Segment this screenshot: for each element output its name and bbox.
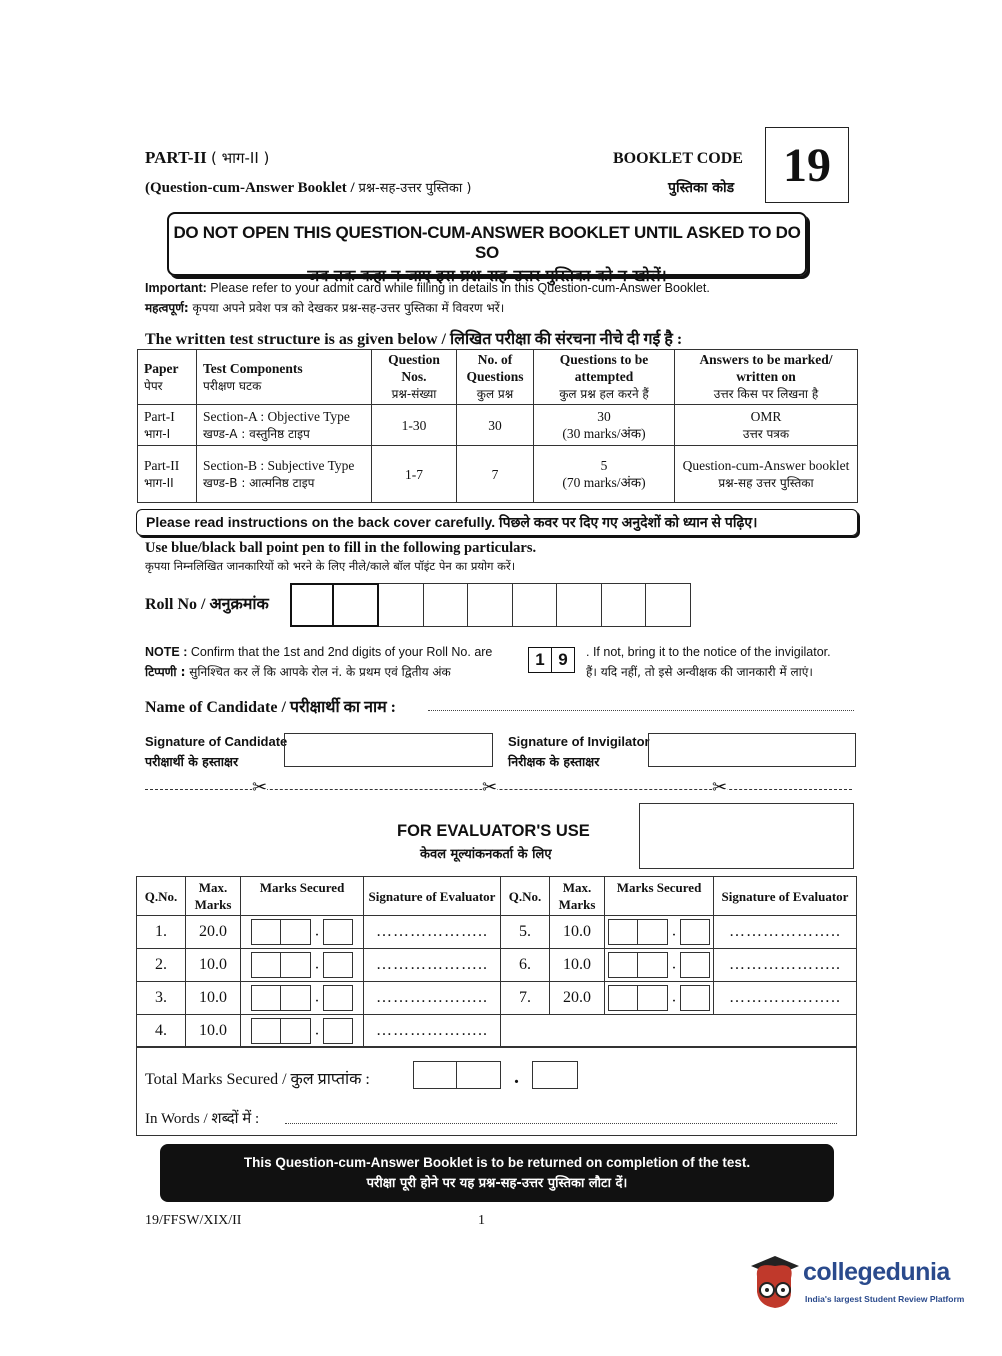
roll-no-label: Roll No / अनुक्रमांक: [145, 596, 269, 613]
mascot-icon: [745, 1252, 803, 1312]
candidate-name-field[interactable]: [428, 710, 854, 711]
collegedunia-logo: [745, 1252, 970, 1312]
scissors-icon: ✂: [482, 777, 498, 797]
pen-note-english: Use blue/black ball point pen to fill in the following particulars.: [145, 540, 537, 556]
roll-digit-box[interactable]: [557, 583, 602, 627]
roll-digit-box[interactable]: [379, 583, 424, 627]
marks-secured-boxes[interactable]: .: [605, 916, 714, 949]
booklet-code-label: BOOKLET CODE: [613, 150, 743, 167]
booklet-title: (Question-cum-Answer Booklet / प्रश्न-सह-उत्तर पुस्तिका ): [145, 180, 472, 196]
note-english-end: . If not, bring it to the notice of the invigilator.: [586, 645, 831, 659]
total-marks-box: [136, 1046, 857, 1136]
marks-secured-boxes[interactable]: .: [241, 982, 364, 1015]
sig-candidate-label: Signature of Candidate परीक्षार्थी के हस्ताक्षर: [145, 734, 288, 769]
return-banner: This Question-cum-Answer Booklet is to be returned on completion of the test. परीक्षा पूरी होने पर यह प्रश्न-सह-उत्तर पुस्तिका लौटा दें।: [160, 1144, 834, 1202]
evaluator-table: [136, 876, 857, 1048]
prefix-digit: 9: [552, 647, 575, 673]
prefix-digits-box: [528, 647, 575, 673]
test-structure-table: [137, 349, 858, 503]
structure-heading: The written test structure is as given below / लिखित परीक्षा की संरचना नीचे दी गई है :: [145, 331, 683, 348]
evaluator-stamp-box[interactable]: [639, 803, 854, 869]
header-num: No. of Questions कुल प्रश्न: [457, 350, 534, 405]
scissors-icon: ✂: [712, 777, 728, 797]
important-hindi: महत्वपूर्ण: कृपया अपने प्रवेश पत्र को देखकर प्रश्न-सह-उत्तर पुस्तिका में विवरण भरें।: [145, 301, 505, 315]
booklet-code-value: 19: [783, 138, 831, 192]
marks-secured-boxes[interactable]: .: [241, 1015, 364, 1048]
candidate-name-label: Name of Candidate / परीक्षार्थी का नाम :: [145, 699, 396, 716]
evaluator-title-hindi: केवल मूल्यांकनकर्ता के लिए: [420, 847, 552, 862]
table-row: Part-II भाग-II Section-B : Subjective Type खण्ड-B : आत्मनिष्ठ टाइप 1-7 7 5 (70 marks/अंक) Question-cum-Answer booklet प्रश्न-सह उत्तर पुस्तिका: [138, 446, 858, 503]
roll-digit-box[interactable]: [602, 583, 646, 627]
note-english: NOTE : Confirm that the 1st and 2nd digits of your Roll No. are: [145, 645, 493, 659]
marks-secured-boxes[interactable]: .: [241, 949, 364, 982]
brand-name: collegedunia: [803, 1258, 950, 1286]
table-row: 4. 10.0 . ………………..: [137, 1015, 857, 1048]
header-qnos: Question Nos. प्रश्न-संख्या: [372, 350, 457, 405]
pen-note-hindi: कृपया निम्नलिखित जानकारियों को भरने के लिए नीले/काले बॉल पॉइंट पेन का प्रयोग करें।: [145, 559, 516, 573]
header-answer: Answers to be marked/ written on उत्तर किस पर लिखना है: [675, 350, 858, 405]
instructions-banner: Please read instructions on the back cover carefully. पिछले कवर पर दिए गए अनुदेशों को ध्यान से पढ़िए।: [136, 509, 858, 536]
total-marks-label: Total Marks Secured / कुल प्राप्तांक :: [145, 1071, 370, 1088]
marks-secured-boxes[interactable]: .: [605, 949, 714, 982]
warning-english: DO NOT OPEN THIS QUESTION-CUM-ANSWER BOOKLET UNTIL ASKED TO DO SO: [173, 223, 801, 262]
booklet-code-box: [765, 127, 849, 203]
sig-candidate-box[interactable]: [284, 733, 493, 767]
table-row: 1. 20.0 . ……………….. 5. 10.0 . ………………..: [137, 916, 857, 949]
booklet-code-label-hindi: पुस्तिका कोड: [668, 180, 735, 196]
marks-secured-boxes[interactable]: .: [605, 982, 714, 1015]
brand-tagline: India's largest Student Review Platform: [805, 1294, 965, 1304]
important-english: Important: Please refer to your admit card while filling in details in this Question-cum-Answer Booklet.: [145, 281, 710, 295]
roll-digit-box[interactable]: [646, 583, 691, 627]
header-paper: Paper पेपर: [138, 350, 197, 405]
table-row: Part-I भाग-I Section-A : Objective Type खण्ड-A : वस्तुनिष्ठ टाइप 1-30 30 30 (30 marks/अंक) OMR उत्तर पत्रक: [138, 405, 858, 446]
part-title: PART-II ( भाग-II ): [145, 148, 270, 167]
roll-digit-box[interactable]: [424, 583, 468, 627]
table-header-row: [138, 350, 858, 405]
sig-invigilator-label: Signature of Invigilator निरीक्षक के हस्ताक्षर: [508, 734, 650, 769]
header-components: Test Components परीक्षण घटक: [197, 350, 372, 405]
sig-invigilator-box[interactable]: [648, 733, 856, 767]
scissors-icon: ✂: [252, 777, 268, 797]
footer-code: 19/FFSW/XIX/II: [145, 1213, 242, 1228]
header-attempt: Questions to be attempted कुल प्रश्न हल करने हैं: [534, 350, 675, 405]
table-header-row: Q.No. Max. Marks Marks Secured Signature of Evaluator Q.No. Max. Marks Marks Secured Signature of Evaluator: [137, 877, 857, 916]
in-words-label: In Words / शब्दों में :: [145, 1111, 260, 1127]
prefix-digit: 1: [528, 647, 552, 673]
roll-no-boxes[interactable]: [290, 583, 691, 627]
roll-digit-box[interactable]: [334, 583, 379, 627]
marks-secured-boxes[interactable]: .: [241, 916, 364, 949]
warning-box: [167, 212, 807, 285]
roll-digit-box[interactable]: [468, 583, 513, 627]
evaluator-title: FOR EVALUATOR'S USE: [397, 822, 590, 840]
page-number: 1: [478, 1213, 485, 1228]
warning-hindi: जब तक कहा न जाए इस प्रश्न-सह-उत्तर पुस्तिका को न खोलें।: [307, 266, 667, 285]
note-hindi: टिप्पणी : सुनिश्चित कर लें कि आपके रोल नं. के प्रथम एवं द्वितीय अंक: [145, 665, 451, 679]
table-row: 2. 10.0 . ……………….. 6. 10.0 . ………………..: [137, 949, 857, 982]
roll-digit-box[interactable]: [513, 583, 557, 627]
roll-digit-box[interactable]: [290, 583, 334, 627]
total-marks-boxes[interactable]: .: [413, 1061, 578, 1089]
table-row: 3. 10.0 . ……………….. 7. 20.0 . ………………..: [137, 982, 857, 1015]
in-words-field[interactable]: [285, 1123, 837, 1124]
note-hindi-end: हैं। यदि नहीं, तो इसे अन्वीक्षक की जानकारी में लाएं।: [586, 665, 813, 679]
